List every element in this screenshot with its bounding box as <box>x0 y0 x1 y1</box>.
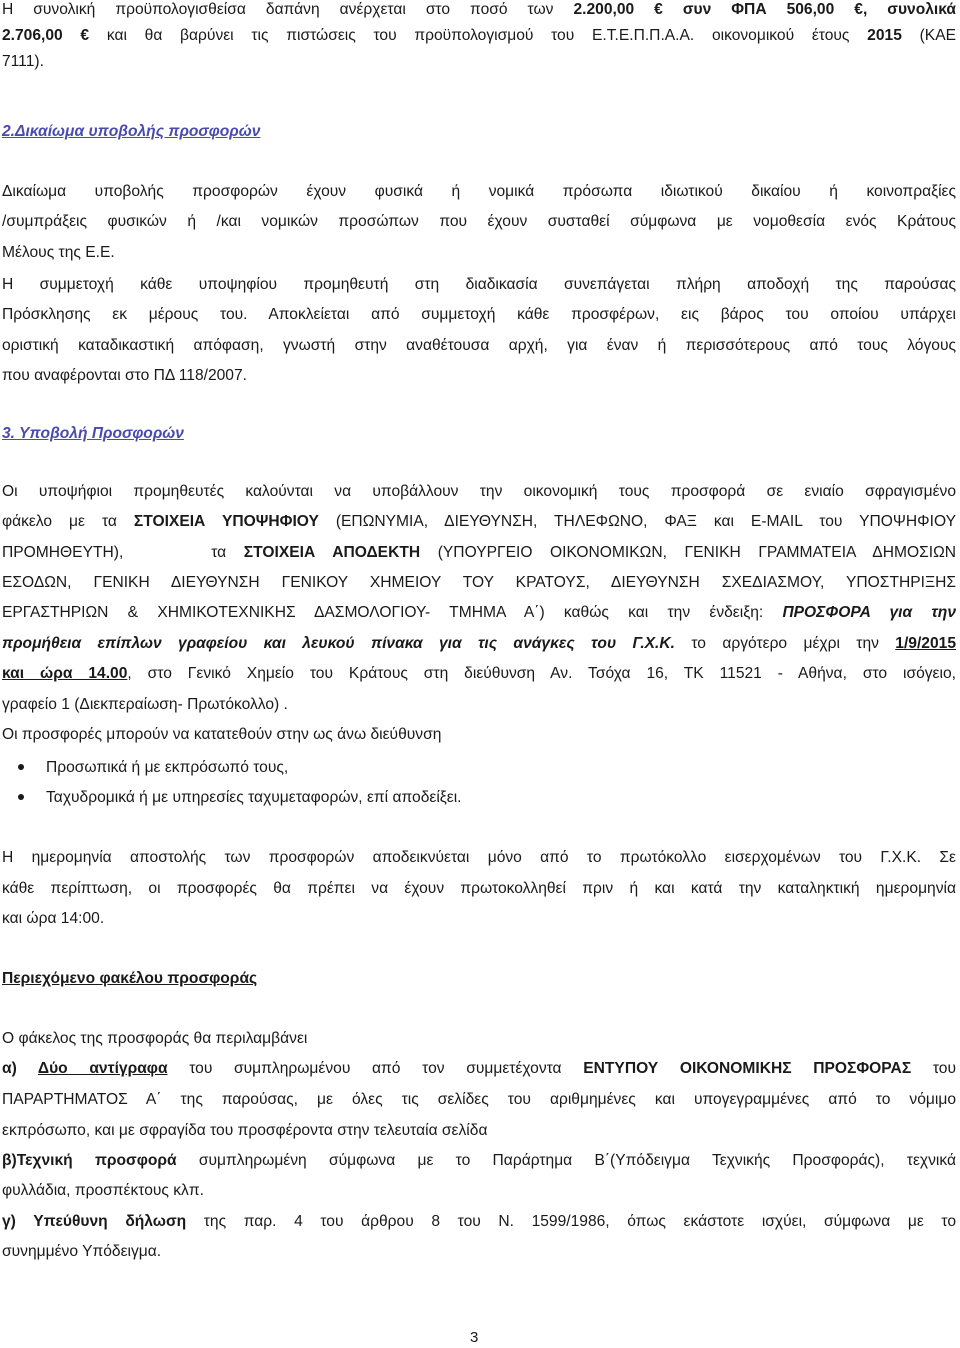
section-3-line-3: ΠΡΟΜΗΘΕΥΤΗ), τα ΣΤΟΙΧΕΙΑ ΑΠΟΔΕΚΤΗ (ΥΠΟΥΡΓΕΙΟ ΟΙΚΟΝΟΜΙΚΩΝ, ΓΕΝΙΚΗ ΓΡΑΜΜΑΤΕΙΑ ΔΗΜΟΣΙΩΝ <box>2 544 956 561</box>
section-3-line-4: ΕΣΟΔΩΝ, ΓΕΝΙΚΗ ΔΙΕΥΘΥΝΣΗ ΓΕΝΙΚΟΥ ΧΗΜΕΙΟΥ ΤΟΥ ΚΡΑΤΟΥΣ, ΔΙΕΥΘΥΝΣΗ ΣΧΕΔΙΑΣΜΟΥ, ΥΠΟΣΤΗΡΙΞΗΣ <box>2 574 956 591</box>
list-item: Προσωπικά ή με εκπρόσωπό τους, <box>18 758 288 778</box>
bullet-icon <box>18 794 24 800</box>
section-2-heading: 2.Δικαίωμα υποβολής προσφορών <box>2 123 261 140</box>
section-2-p2-line-3: οριστική καταδικαστική απόφαση, γνωστή στην αναθέτουσα αρχή, για έναν ή περισσότερους από τους λόγους <box>2 337 956 354</box>
envelope-b-line-2: φυλλάδια, προσπέκτους κλπ. <box>2 1182 204 1199</box>
section-2-p2-line-2: Πρόσκλησης εκ μέρους του. Αποκλείεται από συμμετοχή κάθε προσφέρων, εις βάρος του οποίου υπάρχει <box>2 306 956 323</box>
list-item: Ταχυδρομικά ή με υπηρεσίες ταχυμεταφορών, επί αποδείξει. <box>18 788 462 808</box>
section-3-line-5: ΕΡΓΑΣΤΗΡΙΩΝ & ΧΗΜΙΚΟΤΕΧΝΙΚΗΣ ΔΑΣΜΟΛΟΓΙΟΥ- ΤΜΗΜΑ Α΄) καθώς και την ένδειξη: ΠΡΟΣΦΟΡΑ για την <box>2 604 957 621</box>
budget-line-2: 2.706,00 € και θα βαρύνει τις πιστώσεις του προϋπολογισμού του Ε.Τ.Ε.Π.Π.Α.Α. οικονομικού έτους 2015 (ΚΑΕ <box>2 27 956 44</box>
section-2-p1-line-3: Μέλους της Ε.Ε. <box>2 244 115 261</box>
section-3-line-7: και ώρα 14.00, στο Γενικό Χημείο του Κράτους στη διεύθυνση Αν. Τσόχα 16, ΤΚ 11521 - Αθήνα, στο ισόγειο, <box>2 665 956 682</box>
envelope-a-line-2: ΠΑΡΑΡΤΗΜΑΤΟΣ Α΄ της παρούσας, με όλες τις σελίδες του αριθμημένες και υπογεγραμμένες από το νόμιμο <box>2 1091 956 1108</box>
section-2-p1-line-2: /συμπράξεις φυσικών ή /και νομικών προσώπων που έχουν συσταθεί σύμφωνα με νομοθεσία ενός Κράτους <box>2 213 956 230</box>
section-3-line-9: Οι προσφορές μπορούν να κατατεθούν στην ως άνω διεύθυνση <box>2 726 442 743</box>
section-3-p2-line-3: και ώρα 14:00. <box>2 910 105 927</box>
envelope-g-line-2: συνημμένο Υπόδειγμα. <box>2 1243 162 1260</box>
envelope-a-line-1: α) Δύο αντίγραφα του συμπληρωμένου από τον συμμετέχοντα ΕΝΤΥΠΟΥ ΟΙΚΟΝΟΜΙΚΗΣ ΠΡΟΣΦΟΡΑΣ του <box>2 1060 956 1077</box>
section-2-p2-line-4: που αναφέρονται στο ΠΔ 118/2007. <box>2 367 247 384</box>
section-2-p1-line-1: Δικαίωμα υποβολής προσφορών έχουν φυσικά ή νομικά πρόσωπα ιδιωτικού δικαίου ή κοινοπραξίες <box>2 183 956 200</box>
envelope-heading: Περιεχόμενο φακέλου προσφοράς <box>2 970 258 987</box>
envelope-g-line-1: γ) Υπεύθυνη δήλωση της παρ. 4 του άρθρου 8 του Ν. 1599/1986, όπως εκάστοτε ισχύει, σύμφωνα με το <box>2 1213 956 1230</box>
section-3-p2-line-1: Η ημερομηνία αποστολής των προσφορών αποδεικνύεται μόνο από το πρωτόκολλο εισερχομένων του Γ.Χ.Κ. Σε <box>2 849 956 866</box>
budget-line-3: 7111). <box>2 53 44 70</box>
budget-line-1: Η συνολική προϋπολογισθείσα δαπάνη ανέρχεται στο ποσό των 2.200,00 € συν ΦΠΑ 506,00 €, συνολικά <box>2 1 956 18</box>
section-3-line-6: προμήθεια επίπλων γραφείου και λευκού πίνακα για τις ανάγκες του Γ.Χ.Κ. το αργότερο μέχρι την 1/9/2015 <box>2 635 956 652</box>
section-3-p2-line-2: κάθε περίπτωση, οι προσφορές θα πρέπει να έχουν πρωτοκολληθεί πριν ή και κατά την καταληκτική ημερομηνία <box>2 880 956 897</box>
section-3-line-8: γραφείο 1 (Διεκπεραίωση- Πρωτόκολλο) . <box>2 696 288 713</box>
section-3-line-2: φάκελο με τα ΣΤΟΙΧΕΙΑ ΥΠΟΨΗΦΙΟΥ (ΕΠΩΝΥΜΙΑ, ΔΙΕΥΘΥΝΣΗ, ΤΗΛΕΦΩΝΟ, ΦΑΞ και E-MAIL του ΥΠΟΨΗΦΙΟΥ <box>2 513 956 530</box>
bullet-icon <box>18 764 24 770</box>
envelope-a-line-3: εκπρόσωπο, και με σφραγίδα του προσφέροντα στην τελευταία σελίδα <box>2 1122 488 1139</box>
section-3-line-1: Οι υποψήφιοι προμηθευτές καλούνται να υποβάλλουν την οικονομική τους προσφορά σε ενιαίο σφραγισμένο <box>2 483 956 500</box>
section-3-heading: 3. Υποβολή Προσφορών <box>2 425 184 442</box>
section-2-p2-line-1: Η συμμετοχή κάθε υποψηφίου προμηθευτή στη διαδικασία συνεπάγεται πλήρη αποδοχή της παρούσας <box>2 276 956 293</box>
page-number: 3 <box>470 1329 479 1346</box>
envelope-intro: Ο φάκελος της προσφοράς θα περιλαμβάνει <box>2 1030 308 1047</box>
envelope-b-line-1: β)Τεχνική προσφορά συμπληρωμένη σύμφωνα με το Παράρτημα Β΄(Υπόδειγμα Τεχνικής Προσφοράς), τεχνικά <box>2 1152 956 1169</box>
